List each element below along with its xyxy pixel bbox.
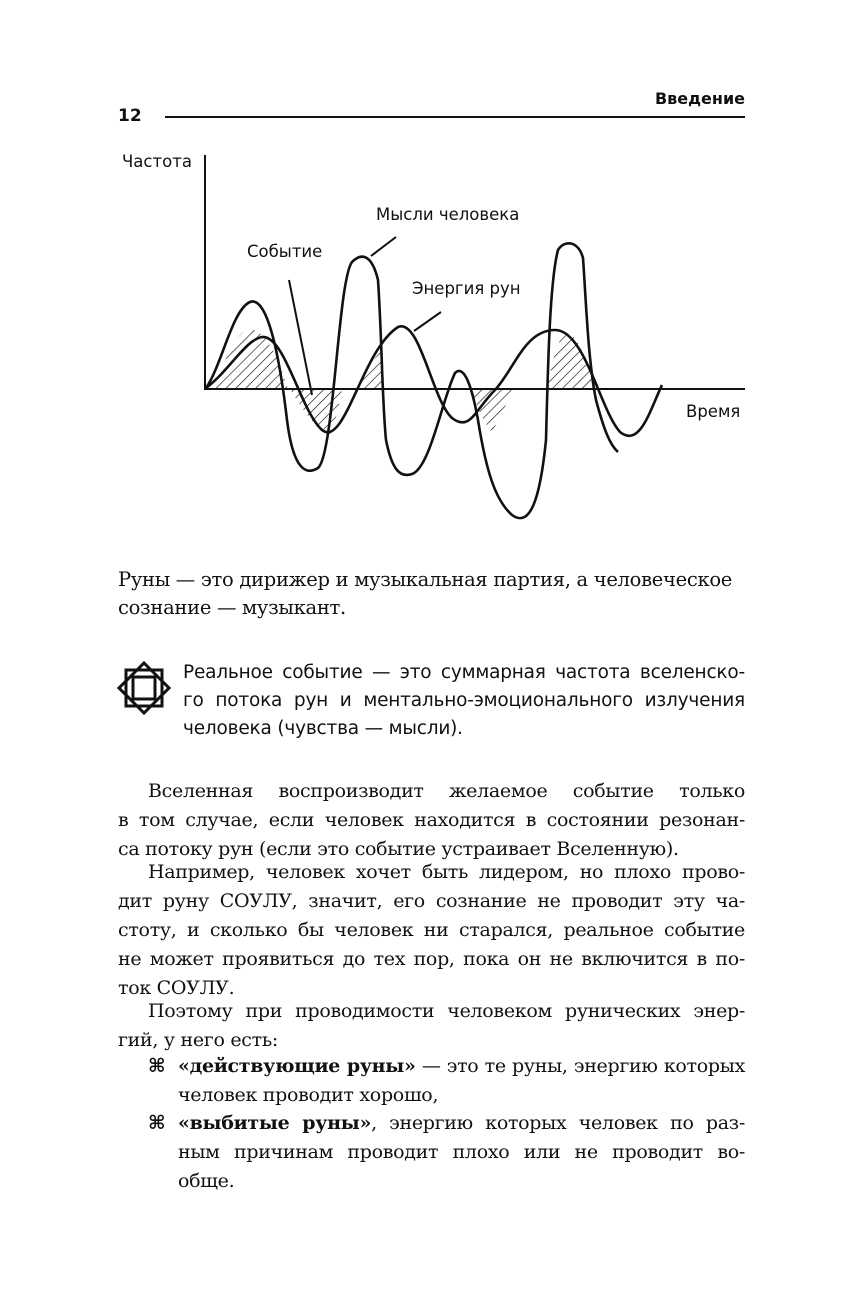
paragraph-line: не может проявиться до тех пор, пока он не включится в по-: [118, 948, 745, 970]
paragraph-line: ток СОУЛУ.: [118, 977, 235, 999]
x-axis-label: Время: [686, 402, 741, 421]
paragraph-2: [118, 858, 745, 1003]
hatch-region-3: [358, 352, 384, 389]
note-text: [183, 659, 745, 743]
bullet-line: ным причинам проводит плохо или не проводит во-: [178, 1141, 745, 1163]
paragraph-line: в том случае, если человек находится в состоянии резонан-: [118, 809, 745, 831]
paragraph-line: Вселенная воспроизводит желаемое событие только: [148, 780, 745, 802]
diamond-square-icon: [116, 660, 172, 716]
label-thoughts: Мысли человека: [376, 205, 520, 224]
y-axis-label: Частота: [122, 152, 192, 171]
bullet-item-active-runes: [148, 1052, 745, 1110]
wave-diagram: [0, 0, 844, 540]
paragraph-1: [118, 777, 745, 864]
paragraph-line: Например, человек хочет быть лидером, но плохо прово-: [148, 861, 745, 883]
label-rune-energy: Энергия рун: [412, 279, 521, 298]
running-title: Введение: [654, 89, 745, 108]
bullet-line: человек проводит хорошо,: [178, 1084, 439, 1106]
paragraph-line: са потоку рун (если это событие устраивает Вселенную).: [118, 838, 679, 860]
bullet-line: [178, 1109, 745, 1138]
paragraph-line: дит руну СОУЛУ, значит, его сознание не проводит эту ча-: [118, 890, 745, 912]
bullet-line: обще.: [178, 1170, 235, 1192]
caption-line: сознание — музыкант.: [118, 596, 346, 619]
bullet-term: «выбитые руны»: [178, 1112, 372, 1134]
paragraph-line: стоту, и сколько бы человек ни старался, реальное событие: [118, 919, 745, 941]
pointer-rune-energy: [414, 312, 441, 331]
bullet-term: «действующие руны»: [178, 1055, 416, 1077]
note-line: человека (чувства — мысли).: [183, 718, 463, 739]
paragraph-line: гий, у него есть:: [118, 1029, 278, 1051]
bullet-line: [178, 1052, 745, 1081]
label-event: Событие: [247, 242, 323, 261]
command-symbol-icon: ⌘: [148, 1112, 166, 1134]
note-line: го потока рун и ментально-эмоционального излучения: [183, 690, 745, 711]
page-number: 12: [118, 106, 142, 126]
bullet-text: — это те руны, энергию которых: [415, 1055, 745, 1077]
bullet-text: , энергию которых человек по раз-: [371, 1112, 745, 1134]
caption-line: Руны — это дирижер и музыкальная партия, а человеческое: [118, 568, 733, 591]
pointer-thoughts: [371, 237, 396, 256]
command-symbol-icon: ⌘: [148, 1055, 166, 1077]
figure-caption: [118, 566, 748, 622]
bullet-item-knocked-out-runes: [148, 1109, 745, 1196]
note-line: Реальное событие — это суммарная частота вселенско-: [183, 662, 745, 683]
paragraph-line: Поэтому при проводимости человеком рунических энер-: [148, 1000, 745, 1022]
paragraph-3: [118, 997, 745, 1055]
hatched-regions: [214, 329, 594, 438]
